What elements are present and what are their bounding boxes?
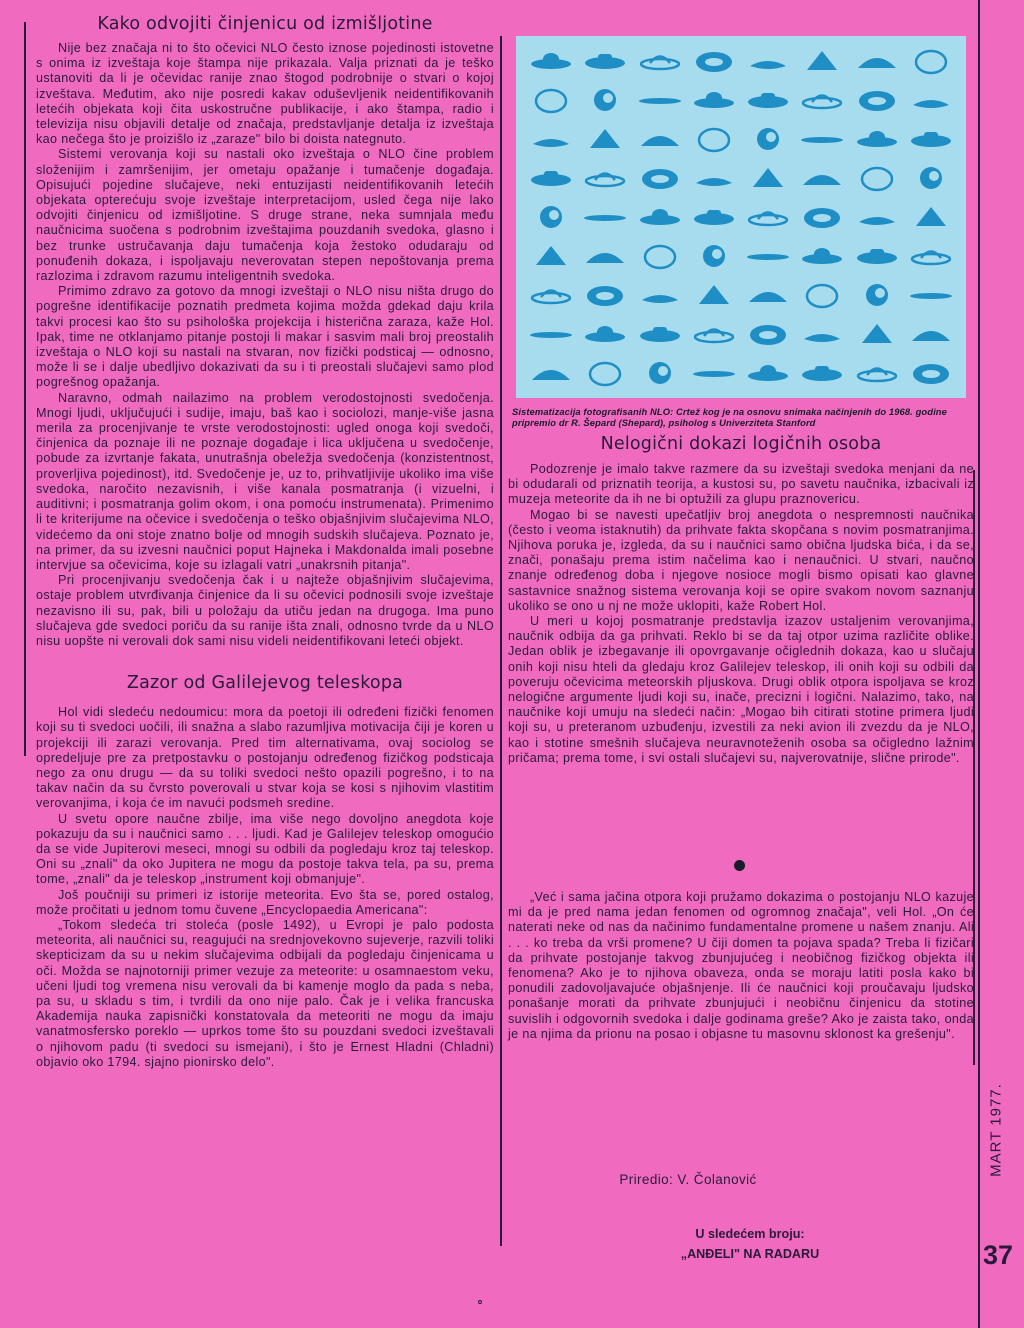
ufo-shape [528,202,574,232]
ufo-shape [528,319,574,349]
ufo-shape [745,163,791,193]
ufo-shape [799,46,845,76]
ufo-shape [691,85,737,115]
ufo-shape [691,280,737,310]
ufo-shape [637,85,683,115]
left-column [36,14,494,1070]
ufo-shape [691,46,737,76]
ufo-shape [691,319,737,349]
ufo-shape [854,46,900,76]
paragraph: Još poučniji su primeri iz istorije meteorita. Evo šta se, pored ostalog, može pročitati u jednom tomu čuvene „Encyclopaedia Americana": [36,887,494,917]
ufo-shape [637,358,683,388]
ufo-shape [745,358,791,388]
ufo-shape [908,46,954,76]
ufo-shape [908,124,954,154]
ufo-shape [528,241,574,271]
paragraph: Primimo zdravo za gotovo da mnogi izveštaji o NLO nisu ništa drugo do pogrešne identifikacije poznatih predmeta kojima možda gdekad daju krila takvi procesi kao što su psihološka projekcija i histerična zaraza, kaže Hol. Ipak, time ne otklanjamo pitanje postoji li makar i sasvim mali broj preostalih izveštaja o NLO koji su nastali na stvaran, nov fizički podsticaj — odnosno, može li se i dalje ubedljivo dokazivati da su i ti preostali slučajevi samo plod pogrešnog opažanja. [36,284,494,390]
ufo-shape [745,124,791,154]
paragraph: Sistemi verovanja koji su nastali oko izveštaja o NLO čine problem složenijim i zamršenijim, jer ometaju opažanje i tumačenje događaja. Opisujući pojedine slučajeve, neki entuzijasti neidentifikovanih letećih objekata opterećuju svoje izveštaje interpretacijom, usled čega nije lako odvojiti činjenicu od izmišljotine. S druge strane, neka sumnjala među naučnicima suočena s podrobnim izveštajima pouzdanih svedoka, glasno i bez trunke ustručavanja daju tumačenja koja žestoko odudaraju od ponuđenih dokaza, i ispoljavaju neverovatan stepen nepoštovanja prema razlozima i zdravom razumu inteligentnih svedoka. [36,147,494,284]
ufo-shape [745,46,791,76]
center-column-rule [500,36,502,1246]
ufo-shape [582,319,628,349]
ufo-shape [528,124,574,154]
ufo-shape [799,358,845,388]
ufo-shape [908,319,954,349]
ufo-shape [582,241,628,271]
ufo-shape [799,124,845,154]
ufo-shape [854,358,900,388]
ufo-shape [854,202,900,232]
paragraph: Pri procenjivanju svedočenja čak i u najteže objašnjivim slučajevima, ostaje problem utvrđivanja činjenice da li su očevici podnosili svoje izveštaje nezavisno ili su, pak, bili u položaju da utiču jedan na drugoga. Ima puno slučajeva gde svedoci poriču da su ranije išta znali, odnosno tvrde da u NLO nisu uopšte ni verovali dok sami nisu videli neidentifikovani leteći objekt. [36,573,494,648]
ufo-shape [799,241,845,271]
paragraph: U svetu opore naučne zbilje, ima više nego dovoljno anegdota koje pokazuju da su i naučnici samo . . . ljudi. Kad je Galilejev teleskop omogućio da se vide Jupiterovi meseci, mnogi su odbili da pogledaju kroz taj teleskop. Oni su „znali" da oko Jupitera ne mogu da postoje takva tela, pa su, prema tome, „znali" da je teleskop „instrument koji obmanjuje". [36,811,494,887]
ufo-shape [745,202,791,232]
ufo-shape [854,163,900,193]
ufo-shape [854,319,900,349]
ufo-shape [528,85,574,115]
ufo-shape [582,280,628,310]
next-issue-label: U sledećem broju: [695,1227,805,1241]
paragraph: Hol vidi sledeću nedoumicu: mora da poetoji ili određeni fizički fenomen koji su ti svedoci uočili, ili snažna a slabo razumljiva motivacija čiji je koren u projekciji ili zarazi verovanja. Pred tim alternativama, ovaj sociolog se opredeljuje pre za pretpostavku o postojanju određenog fizičkog podsticaja nego za onu drugu — da su toliki svedoci nešto opazili pogrešno, i to na takav način da su čvrsto poverovali u stvar koja se kosi s njihovim vlastitim verovanjima, i koja će im navući podsmeh sredine. [36,705,494,811]
ufo-shape [854,85,900,115]
ufo-shape [691,202,737,232]
ufo-shape [582,46,628,76]
ufo-shape [691,358,737,388]
ufo-shape [908,280,954,310]
issue-date [972,1070,1020,1190]
paragraph: U meri u kojoj posmatranje predstavlja izazov ustaljenim verovanjima, naučnik odbija da ga prihvati. Reklo bi se da taj otpor uzima različite oblike. Jedan oblik je izbegavanje ili opovrgavanje očiglednih dokaza, kao u slučaju onih koji nisu hteli da gledaju kroz Galilejev teleskop, ili onih koji su odbili da poveruju očevicima meteorskih pljuskova. Drugi oblik otpora ispoljava se kroz nelogične argumente ljudi koji su, inače, precizni i logični. Nalazimo, tako, na naučnike koji umuju na sledeći način: „Mogao bih citirati stotine primera ljudi koji su, u preteranom uzbuđenju, izvestili za neki avion ili zvezdu da je NLO, kao i stotine smešnih slučajeva neuravnoteženih osoba sa očigledno lažnim pričama; prema tome, i svi ostali slučajevi su, najverovatnije, slične prirode". [508,614,974,765]
page-number: 37 [983,1240,1014,1270]
quote-paragraph: „Tokom sledeća tri stoleća (posle 1492), u Evropi je palo podosta meteorita, ali naučnici su, reagujući na srednjovekovno sujeverje, razvili toliki skepticizam da su u nekim slučajevima odbijali da pogledaju činjenicama u oči. Možda se najnotorniji primer vezuje za meteorite: u osamnaestom veku, učeni ljudi tog vremena nisu verovali da bi kamenje moglo da pada s neba, pa su, u skladu s tim, i tvrdili da ono nije palo. Čak je i velika francuska Akademija nauka zapisnički konstatovala da meteoriti ne mogu da imaju vanatmosfersko poreklo — uprkos tome što su pouzdani svedoci izveštavali o njihovom padu (ti svedoci su ismejani), i što je Ernest Hladni (Chladni) objavio oko 1794. sjajno pionirsko delo". [36,917,494,1069]
ufo-shape [582,163,628,193]
ufo-shape [582,85,628,115]
issue-date-text: MART 1977. [987,1083,1005,1177]
ufo-shape [799,202,845,232]
ufo-shape [637,280,683,310]
ufo-shape [528,163,574,193]
ufo-shape [854,280,900,310]
ufo-shape [582,202,628,232]
ufo-shape [908,163,954,193]
paragraph: Mogao bi se navesti upečatljiv broj anegdota o nespremnosti naučnika (često i veoma istaknutih) da prihvate fakta skopčana s novim posmatranjima. Njihova poruka je, izgleda, da su i naučnici samo obična ljudska bića, i da se, znači, ponašaju prema istim načelima kao i nenaučnici. U stvari, naučno znanje određenog doba i njegove nosioce mogli bismo opisati kao glavne sastavnice snažnog sistema verovanja koji se opire svakom novom saznanju ukoliko se ono u nj ne može uklopiti, kaže Robert Hol. [508,507,974,613]
section-title-illogical-proofs: Nelogični dokazi logičnih osoba [600,434,882,454]
ufo-shape [582,124,628,154]
ufo-shape [637,124,683,154]
paragraph: „Već i sama jačina otpora koji pružamo dokazima o postojanju NLO kazuje mi da je pred nama jedan fenomen od ogromnog značaja", veli Hol. „On će naterati neke od nas da načinimo fundamentalne promene u našem znanju. Ali . . . ko treba da vrši promene? U čiji domen ta pojava spada? Treba li fizičari da prihvate postojanje takvog zbunjujućeg i neobičnog fizičkog objekta ili fenomena? Ako je to njihova obaveza, onda se moraju latiti posla kako bi ponudili zadovoljavajuće objašnjenje. Ili će naučnici koji proučavaju ljudsko ponašanje morati da prihvate zbunjujući i neobičnu činjenicu da stotine suvislih i odgovornih svedoka i dalje godinama greše? Ako je zaista tako, onda je na njima da prionu na posao i objasne tu masovnu sklonost ka grešenju". [508,890,974,1041]
ufo-shape [528,46,574,76]
ufo-shape [908,202,954,232]
ufo-shape [637,241,683,271]
paragraph: Podozrenje je imalo takve razmere da su izveštaji svedoka menjani da ne bi odudarali od priznatih teorija, a kustosi su, po savetu naučnika, izbacivali iz muzeja meteorite da ih ne bi optužili za glupu praznovericu. [508,462,974,507]
ufo-shape [745,85,791,115]
ufo-shape [691,163,737,193]
ufo-shape [854,124,900,154]
ufo-shape [745,319,791,349]
ufo-shape [528,280,574,310]
next-issue-title: „ANĐELI" NA RADARU [680,1247,820,1261]
ufo-shapes-figure [516,36,966,398]
ufo-shape [745,280,791,310]
ufo-shape [854,241,900,271]
ufo-shape [799,163,845,193]
next-issue-teaser [600,1224,900,1264]
paragraph: Naravno, odmah nailazimo na problem verodostojnosti svedočenja. Mnogi ljudi, uključujući i sudije, imaju, baš kao i sociolozi, manje-više jasna merila za procenjivanje te vrste verodostojnosti: ugled onoga koji svedoči, činjenica da poznaje ili ne poznaje događaje i lica uključena u svedočenje, pobude za izvrtanje fakata, unutrašnja obeležja svedočenja (konzistentnost, proverljiva pojedinost), itd. Svedočenje je, uz to, prihvatljivije ukoliko ima više svedoka, naročito nezavisnih, i više kanala posmatranja (i vizuelni, i auditivni; i posmatranja golim okom, i ona pomoću instrumenata). Primenimo li te kriterijume na očevice i svedočenja o teško objašnjivim slučajevima NLO, videćemo da oni stoje znatno bolje od mnogih sudskih slučajeva. Poznato je, na primer, da su izvesni naučnici poput Hajneka i Makdonalda imali posebne intervjue sa očevicima, koje su izlagali vatri „unakrsnih pitanja". [36,390,494,572]
ufo-shape [908,241,954,271]
paragraph: Nije bez značaja ni to što očevici NLO često iznose pojedinosti istovetne s onima iz izveštaja koje štampa nije prikazala. Valja priznati da je teško ustanoviti da li je očevidac ranije znao štogod podrobnije o stvari o kojoj izveštava. Međutim, ako nije posredi kakav oduševljenik neidentifikovanih letećih objekata koji čita uskostručne publikacije, i ako štampa, radio i televizija nisu objavili detalje od značaja, predstavljanje detalja iz izveštaja kao nečega što je proizišlo iz „zaraze" bilo bi doista nategnuto. [36,41,494,147]
left-column-rule [24,22,26,756]
section-title-fact-vs-fiction: Kako odvojiti činjenicu od izmišljotine [97,14,433,34]
ufo-shape [745,241,791,271]
ufo-shape [691,124,737,154]
ufo-shape [799,85,845,115]
ufo-shape [637,46,683,76]
ufo-shape [908,358,954,388]
ufo-shape [637,163,683,193]
decorative-dot [478,1300,482,1304]
ufo-shape [528,358,574,388]
ufo-shape [637,202,683,232]
right-column-continued [508,890,974,1042]
ufo-shape [582,358,628,388]
ufo-shape [691,241,737,271]
author-credit: Priredio: V. Čolanović [619,1172,757,1187]
ufo-shape [908,85,954,115]
right-column [508,434,974,766]
section-title-galileo-telescope: Zazor od Galilejevog teleskopa [126,673,404,694]
ufo-shape [799,280,845,310]
section-bullet [734,860,745,871]
ufo-shape [637,319,683,349]
ufo-shape [799,319,845,349]
figure-caption: Sistematizacija fotografisanih NLO: Crtež kog je na osnovu snimaka načinjenih do 1968. godine pripremio dr R. Šepard (Shepard), psiholog s Univerziteta Stanford [512,406,947,428]
